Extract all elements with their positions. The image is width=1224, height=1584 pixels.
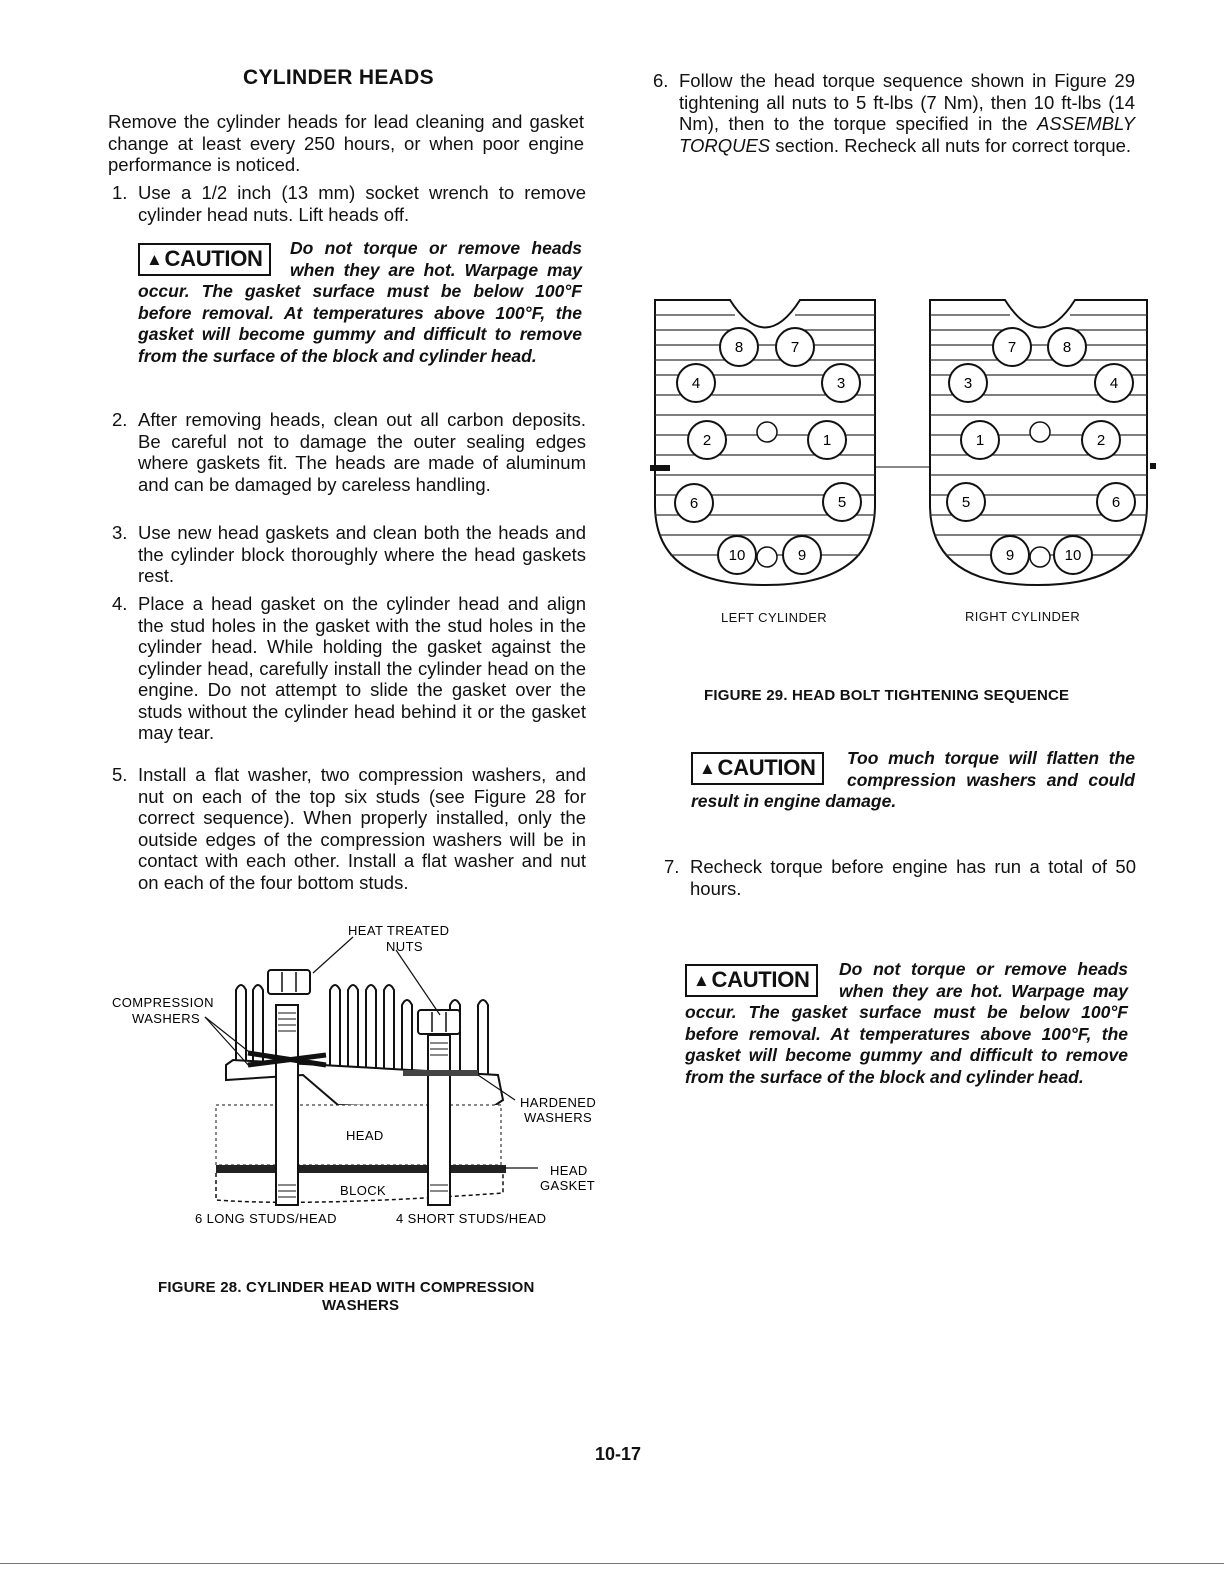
label-short-studs: 4 SHORT STUDS/HEAD <box>396 1211 547 1226</box>
step-5-number: 5. <box>112 764 128 785</box>
caution-text-2-body: Too much torque will flatten the compression washers and could result in engine damage. <box>691 748 1135 811</box>
label-heat-treated: HEAT TREATED <box>348 923 450 938</box>
step-3-text: Use new head gaskets and clean both the heads and the cylinder block thoroughly where the head gaskets rest. <box>138 522 586 586</box>
label-compression: COMPRESSION <box>112 995 214 1010</box>
caution-text-1 <box>138 238 582 367</box>
caution-label-1: CAUTION <box>164 246 263 271</box>
right-cylinder-label: RIGHT CYLINDER <box>965 609 1081 624</box>
left-bolt-7: 6 <box>689 495 699 512</box>
figure-28-caption-line-2: WASHERS <box>322 1297 400 1314</box>
left-bolt-8: 5 <box>837 494 847 511</box>
label-washers: WASHERS <box>132 1011 201 1026</box>
left-bolt-4: 3 <box>836 375 846 392</box>
page-number: 10-17 <box>595 1444 642 1464</box>
left-bolt-9: 10 <box>728 547 746 564</box>
step-5-text: Install a flat washer, two compression washers, and nut on each of the top six studs (see Figure 28 for correct sequence). When properly installed, only the outside edges of the compression washers will be in contact with each other. Install a flat washer and nut on each of the four bottom studs. <box>138 764 586 893</box>
label-nuts: NUTS <box>386 939 423 954</box>
step-2-text: After removing heads, clean out all carbon deposits. Be careful not to damage the outer sealing edges where gaskets fit. The heads are made of aluminum and can be damaged by careless handling. <box>138 409 586 495</box>
warning-triangle-icon: ▲ <box>699 759 716 778</box>
right-bolt-3: 3 <box>963 375 973 392</box>
left-cylinder-diagram <box>650 300 875 585</box>
step-3-number: 3. <box>112 522 128 543</box>
right-cylinder-diagram <box>930 300 1156 585</box>
label-head-gasket-1: HEAD <box>550 1163 588 1178</box>
step-6-text-b: section. Recheck all nuts for correct torque. <box>770 134 1132 156</box>
figure-29-diagram <box>650 295 1160 595</box>
figure-29-caption: FIGURE 29. HEAD BOLT TIGHTENING SEQUENCE <box>704 687 1070 704</box>
right-bolt-10: 10 <box>1064 547 1082 564</box>
label-hardened: HARDENED <box>520 1095 597 1110</box>
caution-text-1-body: Do not torque or remove heads when they are hot. Warpage may occur. The gasket surface must be below 100°F before removal. At temperatures above 100°F, the gasket will become gummy and difficult to remove from the surface of the block and cylinder head. <box>138 238 582 366</box>
caution-text-3 <box>685 959 1128 1088</box>
right-bolt-5: 1 <box>975 432 985 449</box>
label-head-gasket-2: GASKET <box>540 1178 596 1193</box>
label-block: BLOCK <box>340 1183 387 1198</box>
caution-text-3-body: Do not torque or remove heads when they are hot. Warpage may occur. The gasket surface must be below 100°F before removal. At temperatures above 100°F, the gasket will become gummy and difficult to remove from the surface of the block and cylinder head. <box>685 959 1128 1087</box>
warning-triangle-icon: ▲ <box>146 250 163 269</box>
caution-text-2 <box>691 748 1135 813</box>
step-6-emphasis: ASSEMBLY TORQUES <box>679 113 1135 156</box>
step-6-number: 6. <box>653 70 669 91</box>
step-7-text: Recheck torque before engine has run a total of 50 hours. <box>690 856 1136 899</box>
step-4-number: 4. <box>112 593 128 614</box>
step-6-text-a: Follow the head torque sequence shown in Figure 29 tightening all nuts to 5 ft-lbs (7 Nm), then 10 ft-lbs (14 Nm), then to the torque specified in the <box>679 70 1135 134</box>
figure-28-caption-line-1: FIGURE 28. CYLINDER HEAD WITH COMPRESSION <box>158 1279 535 1296</box>
step-2-number: 2. <box>112 409 128 430</box>
right-bolt-7: 5 <box>961 494 971 511</box>
caution-label-2: CAUTION <box>717 755 816 780</box>
warning-triangle-icon: ▲ <box>693 971 710 990</box>
left-bolt-5: 2 <box>702 432 712 449</box>
page-title: CYLINDER HEADS <box>243 66 434 89</box>
label-hardened-washers: WASHERS <box>524 1110 593 1125</box>
right-bolt-4: 4 <box>1109 375 1119 392</box>
step-6-text <box>679 70 1135 156</box>
right-bolt-1: 7 <box>1007 339 1017 356</box>
left-cylinder-label: LEFT CYLINDER <box>721 610 828 625</box>
step-4-text: Place a head gasket on the cylinder head and align the stud holes in the gasket with the stud holes in the cylinder head. While holding the gasket against the cylinder head, carefully install the cylinder head on the engine. Do not attempt to slide the gasket over the studs without the cylinder head behind it or the gasket may tear. <box>138 593 586 743</box>
label-head: HEAD <box>346 1128 384 1143</box>
step-1-number: 1. <box>112 182 128 203</box>
left-bolt-2: 7 <box>790 339 800 356</box>
left-bolt-1: 8 <box>734 339 744 356</box>
caution-label-3: CAUTION <box>711 967 810 992</box>
step-7-number: 7. <box>664 856 680 877</box>
right-bolt-8: 6 <box>1111 494 1121 511</box>
right-bolt-6: 2 <box>1096 432 1106 449</box>
left-bolt-10: 9 <box>797 547 807 564</box>
right-bolt-9: 9 <box>1005 547 1015 564</box>
step-1-text: Use a 1/2 inch (13 mm) socket wrench to remove cylinder head nuts. Lift heads off. <box>138 182 586 225</box>
left-bolt-6: 1 <box>822 432 832 449</box>
bottom-rule <box>0 1563 1224 1564</box>
label-long-studs: 6 LONG STUDS/HEAD <box>195 1211 337 1226</box>
right-bolt-2: 8 <box>1062 339 1072 356</box>
figure-28-diagram <box>108 915 608 1230</box>
left-bolt-3: 4 <box>691 375 701 392</box>
intro-paragraph: Remove the cylinder heads for lead cleaning and gasket change at least every 250 hours, or when poor engine performance is noticed. <box>108 111 584 175</box>
